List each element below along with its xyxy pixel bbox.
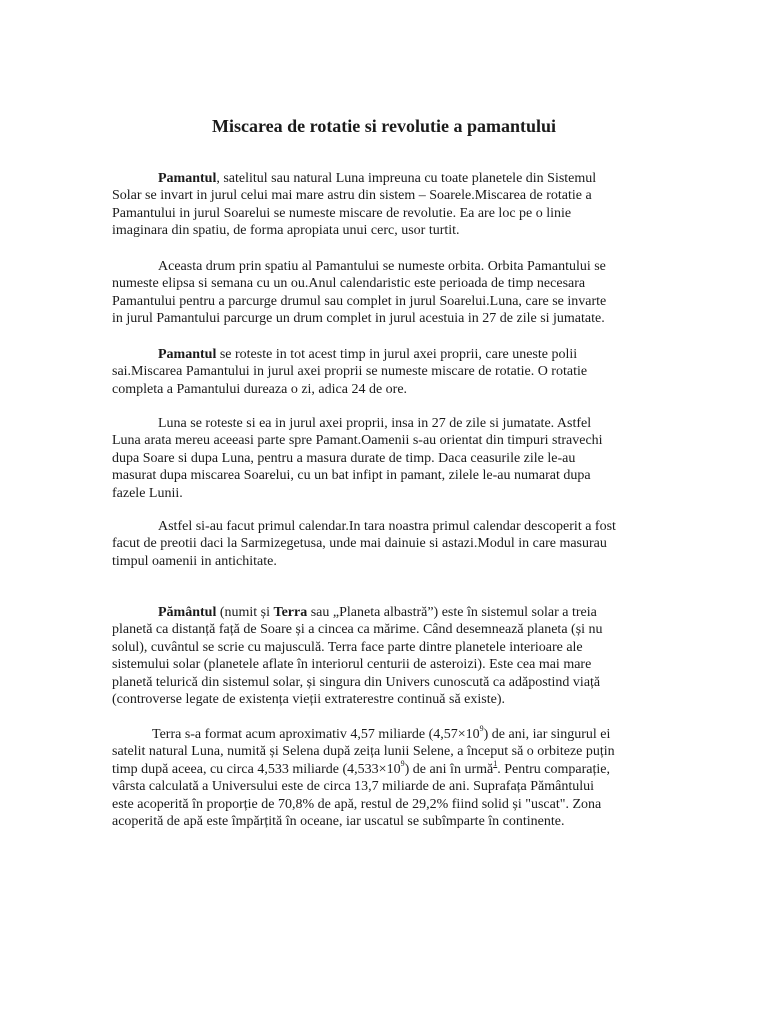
paragraph-line: (controverse legate de existența vieții extraterestre continuă să existe).	[112, 692, 505, 708]
paragraph-line: numeste elipsa si semana cu un ou.Anul calendaristic este perioada de timp necesara	[112, 276, 586, 292]
paragraph-2	[112, 258, 672, 328]
paragraph-line: Pamantului in jurul Soarelui se numeste miscare de revolutie. Ea are loc pe o linie	[112, 205, 572, 221]
paragraph-line: acoperită de apă este împărțită în oceane, iar uscatul se subîmparte în continente.	[112, 814, 565, 830]
paragraph-line: satelit natural Luna, numită și Selena după zeița lunii Selene, a început să o orbiteze puțin	[112, 744, 615, 760]
paragraph-line: este acoperită în proporție de 70,8% de apă, restul de 29,2% fiind solid și "uscat". Zona	[112, 796, 602, 812]
bold-term: Terra	[273, 605, 308, 620]
paragraph-line: Aceasta drum prin spatiu al Pamantului se numeste orbita. Orbita Pamantului se	[158, 259, 606, 274]
paragraph-line: vârsta calculată a Universului este de circa 13,7 miliarde de ani. Suprafața Pământului	[112, 779, 595, 795]
paragraph-7	[112, 726, 672, 830]
document-title: Miscarea de rotatie si revolutie a pamantului	[212, 116, 556, 136]
paragraph-line: Pământul (numit și Terra sau „Planeta albastră”) este în sistemul solar a treia	[158, 605, 597, 620]
footnote-link[interactable]: 1	[493, 759, 498, 769]
paragraph-line: sistemului solar (planetele aflate în interiorul centurii de asteroizi). Este cea mai mare	[112, 657, 592, 673]
paragraph-line: Luna se roteste si ea in jurul axei proprii, insa in 27 de zile si jumatate. Astfel	[158, 416, 592, 431]
paragraph-line: planetă telurică din sistemul solar, și singura din Univers cunoscută ca adăpostind viață	[112, 674, 601, 690]
paragraph-line: imaginara din spatiu, de forma apropiata unui cerc, usor turtit.	[112, 223, 460, 239]
paragraph-line: sai.Miscarea Pamantului in jurul axei proprii se numeste miscare de rotatie. O rotatie	[112, 364, 588, 380]
paragraph-line: Luna arata mereu aceeasi parte spre Pamant.Oamenii s-au orientat din timpuri stravechi	[112, 433, 603, 449]
paragraph-line: Solar se invart in jurul celui mai mare astru din sistem – Soarele.Miscarea de rotatie a	[112, 188, 592, 204]
paragraph-line: Pamantului pentru a parcurge drumul sau complet in jurul Soarelui.Luna, care se invarte	[112, 293, 607, 309]
paragraph-6	[112, 604, 672, 708]
paragraph-1	[112, 170, 672, 240]
paragraph-line: facut de preotii daci la Sarmizegetusa, unde mai dainuie si astazi.Modul in care masurau	[112, 536, 607, 552]
paragraph-line: masurat dupa miscarea Soarelui, cu un bat infipt in pamant, zilele le-au numarat dupa	[112, 468, 591, 484]
paragraph-5	[112, 518, 672, 570]
paragraph-4	[112, 415, 672, 502]
paragraph-line: Pamantul, satelitul sau natural Luna impreuna cu toate planetele din Sistemul	[158, 171, 597, 186]
superscript: 9	[400, 759, 405, 769]
paragraph-line: solul), cuvântul se scrie cu majusculă. Terra face parte dintre planetele interioare ale	[112, 639, 583, 655]
paragraph-line: completa a Pamantului dureaza o zi, adica 24 de ore.	[112, 381, 408, 397]
paragraph-line: Pamantul se roteste in tot acest timp in jurul axei proprii, care uneste polii	[158, 347, 578, 362]
superscript: 9	[479, 724, 484, 734]
bold-term: Pamantul	[158, 171, 217, 186]
paragraph-line: timp după aceea, cu circa 4,533 miliarde $(4,533\times 10^9)$ de ani în urmă$^1$. Pentru comparație,	[112, 759, 610, 777]
bold-term: Pamantul	[158, 347, 217, 362]
bold-term: Pământul	[158, 605, 217, 620]
paragraph-line: in jurul Pamantului parcurge un drum complet in jurul acestuia in 27 de zile si jumatate.	[112, 311, 605, 327]
paragraph-3	[112, 346, 672, 398]
paragraph-line: Astfel si-au facut primul calendar.In tara noastra primul calendar descoperit a fost	[158, 519, 616, 534]
paragraph-line: timpul oamenii in antichitate.	[112, 553, 277, 569]
paragraph-line: fazele Lunii.	[112, 485, 183, 501]
paragraph-line: dupa Soare si dupa Luna, pentru a masura durate de timp. Daca ceasurile zile le-au	[112, 450, 576, 466]
paragraph-line: planetă ca distanță față de Soare și a cincea ca mărime. Când desemnează planeta (și nu	[112, 622, 603, 638]
paragraph-line: Terra s-a format acum aproximativ 4,57 miliarde $(4,57\times 10^9)$ de ani, iar singurul ei	[152, 724, 611, 742]
